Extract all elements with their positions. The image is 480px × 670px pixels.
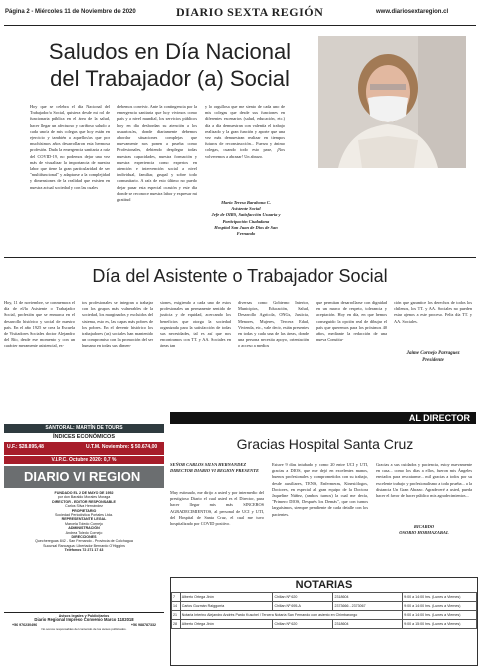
- al-director-title: Gracias Hospital Santa Cruz: [236, 436, 414, 452]
- article2-col2: tos profesionales se integran a trabajar con los grupos más vulnerables de la sociedad, los marginados y excluidos del sistema, esto es, las capas más pobres de los pobres. En el devenir histórico los trabajadores (as) sociales han mantenido un compromiso con la promoción del ser humano en todas sus dimen-: [82, 300, 153, 349]
- printer-info: Diario Regional Impreso Convenio Marco 1102018: [34, 617, 134, 623]
- article2-col3: siones, exigiendo a cada uno de estos profesionales un permanente sentido de justicia y de equidad, acercando los beneficios que otorga la sociedad organizada para la satisfacción de todas sus necesidades, tal es así que nos encontramos con TT. y AA. Sociales en áreas tan: [160, 300, 231, 349]
- sig-org: Hospital San Juan de Dios de San Fernando: [214, 224, 278, 237]
- director-name: Carlos Silva Hernández: [65, 504, 103, 509]
- al-director-label: AL DIRECTOR: [408, 413, 470, 423]
- disclaimer: No somos responsables del contenido de los avisos publicados.: [41, 627, 127, 632]
- address2: Sucursal Rancagua: Libertador Bernardo O'Higgins: [43, 543, 125, 548]
- newspaper-name: DIARIO SEXTA REGIÓN: [176, 5, 324, 19]
- utm-value: U.T.M. Noviembre: $ 50.674,00: [86, 444, 158, 450]
- phone3: +56 988787332: [130, 622, 156, 627]
- article2-title: Día del Asistente o Trabajador Social: [92, 266, 388, 286]
- sidebar-rule: [4, 612, 164, 613]
- logo-text: DIARIO VI REGION: [24, 469, 141, 484]
- website-link[interactable]: www.diariosextaregion.cl: [376, 9, 449, 15]
- notaria-cell: Alberto Ortega Jirón: [180, 593, 273, 602]
- notaria-cell: Carlos Guzmán Raiggorria: [180, 602, 273, 611]
- sig2-role: Presidente: [422, 358, 444, 363]
- notaria-cell: 7: [172, 593, 181, 602]
- article1-title-line1: Saludos en Día Nacional: [48, 39, 292, 64]
- al-sig2: OSORIO HORMAZABAL: [399, 530, 449, 535]
- article1-title-line2: del Trabajador (a) Social: [50, 66, 290, 91]
- al-director-col2: Estuve 9 días intubado y como 20 entre UCI y UTI, gracias a DIOS, que me dejó en excelentes manos, buenos profesionales y comprometidos con su trabajo, desde auxiliares, TENS, Enfermeras, Kinesiólogos, Doctores, en especial al gran equipo de la Doctora Jaqueline Núñez, (ambos turnos) la cual me decía, "Primero DIOS, Después los Demás", que con turnos larguísimos, siempre pendiente de cada detalle con los pacientes.: [272, 462, 368, 517]
- notarias-title: NOTARIAS: [295, 579, 353, 591]
- avisos-label: Avisos legales y Publicitarios: [58, 614, 110, 618]
- admin-name: Andrea Toledo Cornejo: [65, 530, 103, 535]
- phone2: +56 976230496: [12, 622, 38, 627]
- ipc-band: V.I.P.C. Octubre 2020: 0,7 %: [4, 456, 164, 464]
- al-director-col1: Muy estimado, me dirijo a usted y por intermedio del prestigioso Diario el cual usted es el Director, para hacer llegar mis más SINCEROS AGRADECIMIENTOS, al personal de UCI y UTI, del Hospital de Santa Cruz, el cual me tuvo hospitalizado por COVID positivo.: [170, 490, 264, 527]
- notaria-cell: Chillan Nº 620: [273, 593, 333, 602]
- article2-col4: diversas como Gobierno Interior, Municipios, Educación, Salud, Desarrollo Agrícola, ONGs, Justicia, Menores, Mujeres, Tercera Edad, Vivienda, etc., vale decir, están presentes en todas y cada una de las áreas, donde una persona necesita apoyo, orientación o acceso a medios: [238, 300, 309, 349]
- notaria-row: [172, 593, 477, 602]
- masthead-info: [4, 491, 164, 553]
- notaria-cell: 21: [172, 611, 181, 620]
- al-sig1: RICARDO: [413, 524, 435, 529]
- notaria-row: [172, 620, 477, 629]
- notaria-cell: 28: [172, 620, 181, 629]
- notaria-cell: Notaria Interino Alejandro Andrés Pardo Kuschel / Tercera Notaría San Fernando con asiento en Chimbarongo: [180, 611, 402, 620]
- phone: Teléfonos 72 271 17 43: [64, 548, 104, 553]
- notaria-cell: 2318604: [333, 620, 403, 629]
- founded: FUNDADO EL 2 DE MAYO DE 1952: [54, 491, 114, 495]
- notaria-cell: Alberto Ortega Jirón: [180, 620, 273, 629]
- owner-name: Sociedad Periodística Portales Ltda.: [55, 513, 113, 518]
- article1-signature: [205, 200, 287, 237]
- article1-title: [40, 38, 300, 92]
- article2-col1: Hoy, 11 de noviembre, se conmemora el día de el/la Asistente o Trabajador Social, profesión que se enmarca en el desarrollo histórico y social de nuestro país. En el año 1925 se crea la Escuela de Visitadores Sociales doctor Alejandro del Río, desde ese momento y con un carácter meramente asistencial, es-: [4, 300, 75, 349]
- sidebar-footer: [4, 614, 164, 632]
- page-info: Página 2 - Miércoles 11 de Noviembre de 2020: [5, 9, 136, 15]
- sig-role1: Asistente Social: [231, 206, 261, 212]
- notaria-cell: 2318604: [333, 593, 403, 602]
- article1-col2: debemos convivir. Ante la contingencia por la emergencia sanitaria que hoy vivimos como país y a nivel mundial, los servicios públicos hoy en día desbordan su atención a los usuarios/as, donde diariamente debemos abordar situaciones complejas que nuevamente nos ponen a prueba como Profesionales, debiendo desplegar todas nuestras capacidades, nuestra formación y nuestra experiencia como expertos en atención e intervención social a nivel individual, familiar, grupal y sobre todo comunitario. A raíz de esto último no puedo dejar pasar esta especial ocasión y este día donde se reconoce nuestra labor y expresar mi gratitud: [117, 104, 197, 203]
- address: Quechereguas 842 - San Fernando - Provincia de Colchagua: [35, 539, 133, 544]
- author-photo: [318, 36, 466, 168]
- sig-name: María Teresa Barahona C.: [221, 200, 271, 205]
- notaria-cell: 2373666 - 2373067: [333, 602, 403, 611]
- notaria-cell: 9:00 a 14:00 hrs. (Lunes a Viernes): [403, 602, 477, 611]
- notarias-table: [171, 592, 477, 629]
- salutation: SEÑOR CARLOS SILVA HERNANDEZ DIRECTOR DIARIO VI REGION PRESENTE: [170, 462, 259, 473]
- indices-band: [4, 442, 164, 455]
- admin-label: ADMINISTRACIÓN: [68, 526, 100, 531]
- legal-label: REPRESENTANTE LEGAL: [61, 517, 107, 522]
- notaria-cell: 9:00 a 14:00 hrs. (Lunes a Viernes): [403, 593, 477, 602]
- al-director-signature: [376, 524, 472, 536]
- sig-role2: Jefe de OIRS, Satisfacción Usuaria y Participación Ciudadana: [211, 212, 281, 224]
- article2-col6: ción que garantice los derechos de todos los chilenos, los TT. y AA. Sociales no pueden estar ajenos a este proceso. Feliz día TT. y AA. Sociales.: [394, 300, 472, 324]
- header-rule: [4, 25, 476, 26]
- notaria-row: [172, 611, 477, 620]
- address-label: DIRECCIONES: [71, 535, 97, 540]
- notaria-row: [172, 602, 477, 611]
- notaria-cell: 9:00 a 15:00 hrs. (Lunes a Viernes): [403, 620, 477, 629]
- portrait-image: [318, 36, 466, 168]
- newspaper-logo: [4, 466, 164, 488]
- article1-col3: y lo orgullosa que me siento de cada uno de mis colegas que desde sus funciones en diferentes escenarios (salud, educación, etc.) día a día demuestran con valentía el trabajo realizado y la gran función y aporte que una vez más demuestran realizar en tiempos futuros de reconstrucción... Fuerza y ánimo colegas, cuando todo esto pase, ¡Nos volveremos a abrazar! Un abrazo.: [205, 104, 285, 159]
- founder: por don Baraldo Morales Moraga: [57, 495, 111, 500]
- al-director-band: [170, 412, 476, 424]
- notaria-cell: Chillan Nº 695-A: [273, 602, 333, 611]
- legal-name: Marcela Toledo Cornejo: [65, 521, 103, 526]
- owner-label: PROPIETARIO: [71, 508, 97, 513]
- indices-title: ÍNDICES ECONÓMICOS: [52, 434, 116, 440]
- al-director-col3: Gracias a sus cuidados y paciencia, estoy nuevamente en casa... como los días a ellos, fueron mis Ángeles enviados para rescatarme... mil gracias a todos por su excelente trabajo y profesionalismo a toda prueba... a la distancia Un Gran Abrazo. Agradeceré a usted, pueda hacer el favor de hacer público mis agradecimientos...: [376, 462, 472, 499]
- santoral-band: SANTORAL: MARTÍN DE TOURS: [4, 424, 164, 433]
- notaria-cell: Chillan Nº 620: [273, 620, 333, 629]
- article1-col1: Hoy que se celebra el día Nacional del Trabajador/a Social, quisiera desde mi rol de funcionaria pública en el área de la salud, hacer llegar un afectuoso y cariñoso saludo a cada uno/a de mis colegas que hoy están en ejercicio y también a aquellos/as que por muchísimos años desarrollaron esta hermosa profesión. Dada la emergencia sanitaria a raíz del COVID-19, no podemos dejar una vez más de visualizar la importancia de nuestra labor que tiene la gran particularidad de ser "multifuncional" y adaptarse a la complejidad y dimensiones de la realidad que existen en nuestra actual sociedad y con las cuales: [30, 104, 110, 190]
- uf-value: U.F.: $28.895,48: [7, 444, 44, 450]
- notaria-cell: 9:00 a 14:00 hrs. (Lunes a Viernes): [403, 611, 477, 620]
- sig2-name: Jaime Cornejo Parraguez: [406, 351, 460, 356]
- director-label: DIRECTOR - EDITOR RESPONSABLE: [52, 499, 116, 504]
- notarias-box: [170, 577, 478, 666]
- article2-col5: que permitan desarrollarse con dignidad en un marco de respeto, tolerancia y aceptación. Hoy en día, en que hemos conseguido la opción real de dibujar el país que queremos para los próximos 40 años, mediante la redacción de una nueva Constitu-: [316, 300, 387, 343]
- notaria-cell: 14: [172, 602, 181, 611]
- section-divider: [4, 257, 476, 258]
- article2-signature: [394, 350, 472, 364]
